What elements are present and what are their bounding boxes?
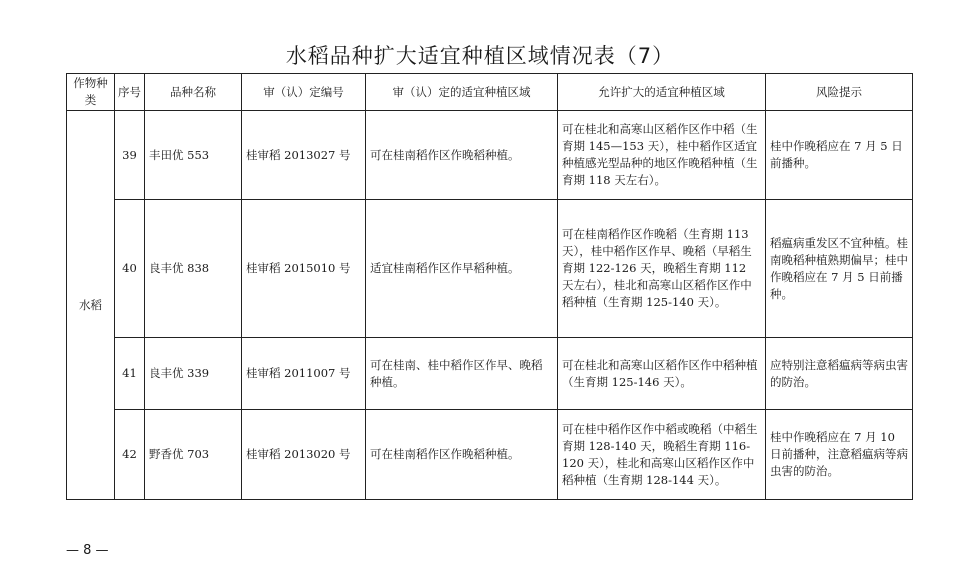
risk-note: 应特别注意稻瘟病等病虫害的防治。 [766,338,913,410]
approved-region: 可在桂南稻作区作晚稻种植。 [366,111,558,200]
variety-name: 良丰优 339 [145,338,242,410]
table-row [67,410,913,500]
risk-note: 桂中作晚稻应在 7 月 5 日前播种。 [766,111,913,200]
variety-name: 良丰优 838 [145,200,242,338]
page-title: 水稻品种扩大适宜种植区域情况表（7） [285,44,675,68]
crop-type-cell: 水稻 [67,111,115,500]
header-expanded-region: 允许扩大的适宜种植区域 [558,74,766,111]
approval-code: 桂审稻 2015010 号 [242,200,366,338]
table-row [67,111,913,200]
approval-code: 桂审稻 2013027 号 [242,111,366,200]
variety-name: 野香优 703 [145,410,242,500]
expanded-region: 可在桂中稻作区作中稻或晚稻（中稻生育期 128-140 天，晚稻生育期 116-120 天），桂北和高寒山区稻作区作中稻种植（生育期 128-144 天）。 [558,410,766,500]
varieties-table [66,73,913,500]
variety-name: 丰田优 553 [145,111,242,200]
table-row [67,200,913,338]
header-approval-code: 审（认）定编号 [242,74,366,111]
risk-note: 稻瘟病重发区不宜种植。桂南晚稻种植熟期偏早；桂中作晚稻应在 7 月 5 日前播种。 [766,200,913,338]
row-number: 39 [115,111,145,200]
risk-note: 桂中作晚稻应在 7 月 10 日前播种，注意稻瘟病等病虫害的防治。 [766,410,913,500]
page-number: — 8 — [66,543,109,558]
header-number: 序号 [115,74,145,111]
row-number: 42 [115,410,145,500]
expanded-region: 可在桂北和高寒山区稻作区作中稻（生育期 145—153 天），桂中稻作区适宜种植感光型品种的地区作晚稻种植（生育期 118 天左右）。 [558,111,766,200]
approved-region: 可在桂南、桂中稻作区作早、晚稻种植。 [366,338,558,410]
table-row [67,338,913,410]
header-risk-notes: 风险提示 [766,74,913,111]
row-number: 41 [115,338,145,410]
table-header-row [67,74,913,111]
header-variety-name: 品种名称 [145,74,242,111]
approved-region: 适宜桂南稻作区作早稻种植。 [366,200,558,338]
header-crop-type: 作物种类 [67,74,115,111]
header-approved-region: 审（认）定的适宜种植区域 [366,74,558,111]
expanded-region: 可在桂北和高寒山区稻作区作中稻种植（生育期 125-146 天）。 [558,338,766,410]
approved-region: 可在桂南稻作区作晚稻种植。 [366,410,558,500]
approval-code: 桂审稻 2013020 号 [242,410,366,500]
row-number: 40 [115,200,145,338]
expanded-region: 可在桂南稻作区作晚稻（生育期 113 天），桂中稻作区作早、晚稻（早稻生育期 122-126 天，晚稻生育期 112 天左右），桂北和高寒山区稻作区作中稻种植（生育期 125-140 天）。 [558,200,766,338]
approval-code: 桂审稻 2011007 号 [242,338,366,410]
